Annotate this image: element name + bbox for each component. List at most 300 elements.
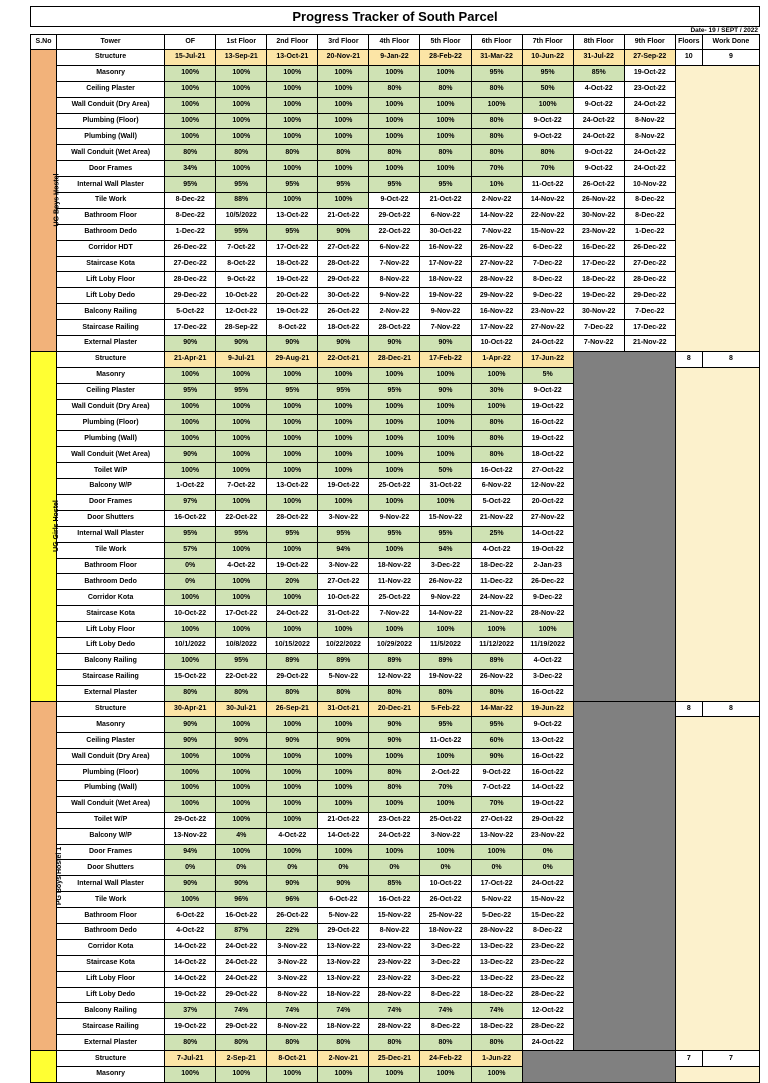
progress-cell: 27-Oct-22 <box>318 574 369 590</box>
progress-cell: 19-Oct-22 <box>165 987 216 1003</box>
progress-cell: 80% <box>420 145 471 161</box>
progress-cell: 0% <box>522 844 573 860</box>
progress-cell: 90% <box>165 733 216 749</box>
activity-name: Plumbing (Wall) <box>57 431 165 447</box>
progress-cell: 100% <box>420 844 471 860</box>
progress-cell: 19-Oct-22 <box>267 558 318 574</box>
progress-cell: 8-Nov-22 <box>624 129 675 145</box>
progress-cell: 9-Nov-22 <box>369 288 420 304</box>
progress-cell: 28-Nov-22 <box>471 272 522 288</box>
progress-cell: 27-Oct-22 <box>522 463 573 479</box>
progress-cell: 100% <box>420 622 471 638</box>
progress-cell: 23-Dec-22 <box>522 955 573 971</box>
progress-cell: 29-Dec-22 <box>624 288 675 304</box>
progress-cell: 21-Oct-22 <box>420 193 471 209</box>
progress-cell: 9-Oct-22 <box>471 765 522 781</box>
progress-cell: 17-Feb-22 <box>420 351 471 367</box>
progress-cell: 8-Oct-22 <box>216 256 267 272</box>
progress-cell: 24-Oct-22 <box>369 828 420 844</box>
progress-cell: 30-Oct-22 <box>420 224 471 240</box>
progress-cell: 19-Jun-22 <box>522 701 573 717</box>
progress-cell: 100% <box>420 796 471 812</box>
progress-cell: 13-Nov-22 <box>165 828 216 844</box>
progress-cell: 18-Oct-22 <box>267 256 318 272</box>
activity-name: Structure <box>57 50 165 66</box>
progress-cell: 100% <box>369 749 420 765</box>
table-row <box>31 288 760 304</box>
activity-name: Door Shutters <box>57 860 165 876</box>
progress-cell: 80% <box>471 113 522 129</box>
progress-cell: 100% <box>165 129 216 145</box>
progress-cell: 19-Oct-22 <box>522 796 573 812</box>
progress-cell: 13-Oct-22 <box>267 208 318 224</box>
progress-cell: 15-Jul-21 <box>165 50 216 66</box>
progress-cell: 10-Oct-22 <box>420 876 471 892</box>
progress-cell: 80% <box>369 780 420 796</box>
activity-name: Tile Work <box>57 193 165 209</box>
work-done-count: 8 <box>702 701 759 717</box>
progress-cell: 29-Oct-22 <box>165 812 216 828</box>
progress-cell: 7-Oct-22 <box>216 240 267 256</box>
table-row <box>31 97 760 113</box>
floors-count: 8 <box>675 351 702 367</box>
activity-name: Tile Work <box>57 892 165 908</box>
activity-name: Lift Loby Floor <box>57 971 165 987</box>
column-header: 7th Floor <box>522 35 573 50</box>
progress-cell: 27-Nov-22 <box>471 256 522 272</box>
progress-cell: 95% <box>165 383 216 399</box>
summary-block <box>675 1067 759 1083</box>
progress-cell: 31-Jul-22 <box>573 50 624 66</box>
progress-cell: 90% <box>216 733 267 749</box>
progress-cell: 100% <box>369 161 420 177</box>
progress-cell: 90% <box>165 876 216 892</box>
activity-name: Lift Loby Floor <box>57 622 165 638</box>
progress-cell: 22-Oct-22 <box>369 224 420 240</box>
progress-cell: 80% <box>165 145 216 161</box>
progress-cell: 24-Oct-22 <box>216 939 267 955</box>
progress-cell: 1-Dec-22 <box>165 224 216 240</box>
progress-cell: 85% <box>573 65 624 81</box>
progress-cell: 27-Sep-22 <box>624 50 675 66</box>
activity-name: Masonry <box>57 717 165 733</box>
progress-cell: 24-Nov-22 <box>471 590 522 606</box>
progress-cell: 28-Oct-22 <box>318 256 369 272</box>
progress-cell: 89% <box>267 653 318 669</box>
progress-cell: 26-Nov-22 <box>573 193 624 209</box>
progress-cell: 100% <box>216 749 267 765</box>
progress-cell: 100% <box>318 399 369 415</box>
progress-cell: 80% <box>318 1035 369 1051</box>
progress-cell: 90% <box>318 224 369 240</box>
progress-cell: 95% <box>522 65 573 81</box>
progress-cell: 100% <box>420 113 471 129</box>
progress-cell: 18-Dec-22 <box>471 987 522 1003</box>
progress-cell: 4-Oct-22 <box>522 653 573 669</box>
progress-cell: 8-Dec-22 <box>165 193 216 209</box>
progress-cell: 24-Oct-22 <box>624 161 675 177</box>
activity-name: Corridor HDT <box>57 240 165 256</box>
progress-cell: 0% <box>522 860 573 876</box>
progress-cell: 7-Nov-22 <box>369 256 420 272</box>
progress-cell: 100% <box>471 1067 522 1083</box>
progress-cell: 7-Nov-22 <box>471 224 522 240</box>
progress-cell: 8-Dec-22 <box>624 208 675 224</box>
progress-cell: 87% <box>216 923 267 939</box>
progress-cell: 22% <box>267 923 318 939</box>
progress-cell: 11/19/2022 <box>522 637 573 653</box>
progress-cell: 23-Nov-22 <box>369 971 420 987</box>
progress-cell: 90% <box>420 336 471 352</box>
tower-name <box>31 351 60 701</box>
progress-cell: 4-Oct-22 <box>573 81 624 97</box>
progress-cell: 100% <box>216 1067 267 1083</box>
column-header: Work Done <box>702 35 759 50</box>
progress-cell: 95% <box>216 177 267 193</box>
progress-cell: 80% <box>369 685 420 701</box>
progress-cell: 5-Nov-22 <box>318 669 369 685</box>
progress-cell: 100% <box>369 113 420 129</box>
progress-cell: 100% <box>369 844 420 860</box>
progress-cell: 10-Oct-22 <box>216 288 267 304</box>
progress-cell: 100% <box>369 447 420 463</box>
progress-cell: 17-Oct-22 <box>267 240 318 256</box>
progress-cell: 95% <box>369 383 420 399</box>
summary-block <box>675 367 759 701</box>
progress-cell: 100% <box>165 399 216 415</box>
activity-name: Staircase Kota <box>57 256 165 272</box>
column-header: 9th Floor <box>624 35 675 50</box>
activity-name: Wall Conduit (Wet Area) <box>57 145 165 161</box>
progress-cell: 100% <box>318 193 369 209</box>
activity-name: External Plaster <box>57 1035 165 1051</box>
progress-cell: 100% <box>318 81 369 97</box>
progress-cell: 8-Oct-21 <box>267 1051 318 1067</box>
progress-cell: 16-Dec-22 <box>573 240 624 256</box>
progress-cell: 20-Oct-22 <box>267 288 318 304</box>
progress-cell: 7-Dec-22 <box>522 256 573 272</box>
progress-cell: 15-Oct-22 <box>165 669 216 685</box>
progress-cell: 12-Oct-22 <box>216 304 267 320</box>
progress-cell: 80% <box>471 145 522 161</box>
progress-cell: 100% <box>267 65 318 81</box>
progress-cell: 11-Oct-22 <box>420 733 471 749</box>
progress-cell: 100% <box>216 796 267 812</box>
progress-cell: 9-Oct-22 <box>573 161 624 177</box>
progress-cell: 11-Dec-22 <box>471 574 522 590</box>
progress-cell: 95% <box>216 653 267 669</box>
progress-cell: 74% <box>216 1003 267 1019</box>
progress-cell: 100% <box>369 367 420 383</box>
progress-cell: 100% <box>216 113 267 129</box>
progress-cell: 5-Nov-22 <box>318 908 369 924</box>
progress-cell: 5-Oct-22 <box>471 494 522 510</box>
progress-cell: 29-Oct-22 <box>267 669 318 685</box>
progress-cell: 19-Oct-22 <box>522 542 573 558</box>
progress-cell: 100% <box>216 81 267 97</box>
progress-cell: 9-Oct-22 <box>216 272 267 288</box>
progress-cell: 100% <box>216 431 267 447</box>
floors-count: 10 <box>675 50 702 66</box>
progress-cell: 95% <box>471 65 522 81</box>
progress-cell: 24-Oct-22 <box>522 336 573 352</box>
progress-cell: 100% <box>216 161 267 177</box>
progress-cell: 13-Nov-22 <box>318 971 369 987</box>
activity-name: Balcony Railing <box>57 1003 165 1019</box>
progress-cell: 100% <box>165 463 216 479</box>
progress-cell: 25-Nov-22 <box>420 908 471 924</box>
progress-cell: 18-Dec-22 <box>471 1019 522 1035</box>
progress-cell: 100% <box>318 463 369 479</box>
unused-floors-block <box>573 351 675 701</box>
table-row <box>31 129 760 145</box>
progress-cell: 100% <box>165 590 216 606</box>
progress-cell: 4-Oct-22 <box>267 828 318 844</box>
progress-cell: 100% <box>420 367 471 383</box>
progress-cell: 22-Oct-22 <box>216 669 267 685</box>
progress-cell: 100% <box>318 494 369 510</box>
progress-cell: 25% <box>471 526 522 542</box>
table-row <box>31 208 760 224</box>
progress-cell: 100% <box>165 113 216 129</box>
progress-cell: 23-Oct-22 <box>624 81 675 97</box>
progress-cell: 80% <box>471 129 522 145</box>
progress-cell: 19-Oct-22 <box>522 431 573 447</box>
progress-cell: 2-Nov-22 <box>471 193 522 209</box>
tower-name-label: PG Boys Hostel 1 <box>56 846 64 905</box>
progress-cell: 100% <box>267 81 318 97</box>
progress-cell: 9-Jan-22 <box>369 50 420 66</box>
progress-cell: 57% <box>165 542 216 558</box>
progress-cell: 100% <box>318 765 369 781</box>
progress-cell: 29-Oct-22 <box>369 208 420 224</box>
activity-name: Internal Wall Plaster <box>57 526 165 542</box>
progress-cell: 11-Oct-22 <box>522 177 573 193</box>
progress-cell: 100% <box>267 765 318 781</box>
progress-cell: 1-Oct-22 <box>165 479 216 495</box>
progress-cell: 31-Oct-22 <box>420 479 471 495</box>
progress-cell: 100% <box>216 97 267 113</box>
progress-cell: 70% <box>420 780 471 796</box>
progress-cell: 27-Oct-22 <box>318 240 369 256</box>
progress-cell: 23-Dec-22 <box>522 939 573 955</box>
progress-cell: 0% <box>165 574 216 590</box>
progress-cell: 20% <box>267 574 318 590</box>
activity-name: Lift Loby Floor <box>57 272 165 288</box>
progress-cell: 3-Dec-22 <box>522 669 573 685</box>
progress-cell: 100% <box>165 65 216 81</box>
tower-name-label: UG Girls Hostel <box>52 500 60 553</box>
progress-cell: 19-Dec-22 <box>573 288 624 304</box>
progress-cell: 80% <box>369 145 420 161</box>
progress-cell: 90% <box>216 876 267 892</box>
progress-cell: 100% <box>267 193 318 209</box>
progress-cell: 8-Dec-22 <box>165 208 216 224</box>
progress-cell: 30-Nov-22 <box>573 304 624 320</box>
column-header: OF <box>165 35 216 50</box>
progress-cell: 100% <box>267 749 318 765</box>
column-header: S.No <box>31 35 57 50</box>
progress-cell: 4-Oct-22 <box>471 542 522 558</box>
progress-cell: 31-Oct-21 <box>318 701 369 717</box>
table-row <box>31 145 760 161</box>
progress-cell: 100% <box>267 161 318 177</box>
progress-cell: 50% <box>522 81 573 97</box>
progress-cell: 80% <box>420 685 471 701</box>
progress-cell: 7-Nov-22 <box>573 336 624 352</box>
progress-cell: 100% <box>165 367 216 383</box>
progress-cell: 100% <box>318 780 369 796</box>
progress-cell: 13-Dec-22 <box>471 971 522 987</box>
column-header: 2nd Floor <box>267 35 318 50</box>
activity-name: Masonry <box>57 1067 165 1083</box>
progress-cell: 28-Nov-22 <box>369 1019 420 1035</box>
progress-cell: 80% <box>471 415 522 431</box>
progress-cell: 29-Oct-22 <box>318 272 369 288</box>
progress-cell: 23-Nov-22 <box>522 828 573 844</box>
progress-cell: 17-Dec-22 <box>573 256 624 272</box>
progress-cell: 3-Nov-22 <box>318 558 369 574</box>
progress-cell: 28-Oct-22 <box>369 320 420 336</box>
progress-cell: 100% <box>471 97 522 113</box>
progress-cell: 13-Oct-22 <box>522 733 573 749</box>
progress-cell: 100% <box>165 653 216 669</box>
progress-cell: 17-Dec-22 <box>165 320 216 336</box>
progress-cell: 100% <box>216 367 267 383</box>
progress-cell: 7-Nov-22 <box>369 606 420 622</box>
table-row <box>31 177 760 193</box>
column-header: 8th Floor <box>573 35 624 50</box>
progress-cell: 29-Oct-22 <box>216 987 267 1003</box>
progress-cell: 80% <box>420 1035 471 1051</box>
progress-cell: 0% <box>420 860 471 876</box>
activity-name: Masonry <box>57 367 165 383</box>
progress-cell: 25-Dec-21 <box>369 1051 420 1067</box>
progress-cell: 22-Oct-22 <box>216 510 267 526</box>
progress-cell: 88% <box>216 193 267 209</box>
progress-cell: 90% <box>420 383 471 399</box>
progress-cell: 25-Oct-22 <box>369 590 420 606</box>
progress-cell: 100% <box>369 431 420 447</box>
progress-cell: 13-Nov-22 <box>318 939 369 955</box>
progress-cell: 19-Oct-22 <box>624 65 675 81</box>
progress-cell: 95% <box>369 177 420 193</box>
progress-cell: 5-Nov-22 <box>471 892 522 908</box>
progress-cell: 3-Dec-22 <box>420 558 471 574</box>
progress-cell: 100% <box>369 494 420 510</box>
progress-cell: 24-Oct-22 <box>216 971 267 987</box>
progress-cell: 85% <box>369 876 420 892</box>
activity-name: Bathroom Dedo <box>57 923 165 939</box>
progress-cell: 28-Oct-22 <box>267 510 318 526</box>
progress-cell: 100% <box>165 892 216 908</box>
progress-cell: 22-Oct-21 <box>318 351 369 367</box>
progress-cell: 18-Dec-22 <box>471 558 522 574</box>
progress-cell: 6-Oct-22 <box>165 908 216 924</box>
progress-cell: 100% <box>318 415 369 431</box>
column-header: Tower <box>57 35 165 50</box>
progress-cell: 100% <box>267 113 318 129</box>
progress-cell: 10-Oct-22 <box>471 336 522 352</box>
activity-name: Ceiling Plaster <box>57 383 165 399</box>
activity-name: External Plaster <box>57 336 165 352</box>
progress-cell: 22-Nov-22 <box>522 208 573 224</box>
progress-cell: 37% <box>165 1003 216 1019</box>
progress-cell: 13-Oct-21 <box>267 50 318 66</box>
progress-cell: 24-Oct-22 <box>573 113 624 129</box>
progress-cell: 19-Oct-22 <box>318 479 369 495</box>
progress-cell: 100% <box>216 129 267 145</box>
progress-cell: 100% <box>420 447 471 463</box>
progress-cell: 9-Oct-22 <box>369 193 420 209</box>
tower-name <box>31 701 64 1051</box>
progress-cell: 21-Apr-21 <box>165 351 216 367</box>
progress-cell: 28-Dec-22 <box>624 272 675 288</box>
progress-cell: 100% <box>165 431 216 447</box>
progress-cell: 80% <box>471 431 522 447</box>
progress-cell: 11/12/2022 <box>471 637 522 653</box>
activity-name: Lift Loby Dedo <box>57 288 165 304</box>
progress-cell: 21-Oct-22 <box>318 208 369 224</box>
progress-cell: 90% <box>165 336 216 352</box>
progress-cell: 100% <box>369 97 420 113</box>
progress-cell: 100% <box>318 622 369 638</box>
progress-cell: 17-Nov-22 <box>420 256 471 272</box>
progress-cell: 15-Nov-22 <box>522 224 573 240</box>
progress-cell: 3-Nov-22 <box>267 955 318 971</box>
progress-cell: 100% <box>165 622 216 638</box>
progress-cell: 100% <box>267 844 318 860</box>
progress-cell: 8-Nov-22 <box>624 113 675 129</box>
progress-cell: 8-Nov-22 <box>369 923 420 939</box>
progress-cell: 23-Oct-22 <box>369 812 420 828</box>
progress-cell: 19-Oct-22 <box>267 304 318 320</box>
progress-cell: 18-Oct-22 <box>522 447 573 463</box>
activity-name: Door Frames <box>57 494 165 510</box>
summary-block <box>675 717 759 1051</box>
progress-cell: 100% <box>165 1067 216 1083</box>
progress-cell: 100% <box>318 367 369 383</box>
progress-cell: 2-Sep-21 <box>216 1051 267 1067</box>
progress-cell: 13-Oct-22 <box>267 479 318 495</box>
progress-cell: 28-Dec-22 <box>165 272 216 288</box>
activity-name: Toilet W/P <box>57 812 165 828</box>
progress-table <box>30 34 760 1083</box>
activity-name: Wall Conduit (Wet Area) <box>57 447 165 463</box>
progress-cell: 24-Oct-22 <box>522 1035 573 1051</box>
activity-name: Door Shutters <box>57 510 165 526</box>
progress-cell: 18-Nov-22 <box>369 558 420 574</box>
progress-cell: 9-Oct-22 <box>573 145 624 161</box>
progress-cell: 74% <box>369 1003 420 1019</box>
progress-cell: 100% <box>471 399 522 415</box>
floors-count: 8 <box>675 701 702 717</box>
progress-cell: 100% <box>318 431 369 447</box>
progress-cell: 14-Oct-22 <box>522 526 573 542</box>
activity-name: Wall Conduit (Dry Area) <box>57 97 165 113</box>
progress-cell: 15-Nov-22 <box>522 892 573 908</box>
progress-cell: 95% <box>420 526 471 542</box>
progress-cell: 10% <box>471 177 522 193</box>
progress-cell: 0% <box>318 860 369 876</box>
progress-cell: 95% <box>318 526 369 542</box>
progress-cell: 95% <box>216 383 267 399</box>
progress-cell: 26-Nov-22 <box>471 669 522 685</box>
progress-cell: 3-Nov-22 <box>267 939 318 955</box>
progress-cell: 94% <box>165 844 216 860</box>
progress-cell: 3-Nov-22 <box>267 971 318 987</box>
progress-cell: 70% <box>471 796 522 812</box>
